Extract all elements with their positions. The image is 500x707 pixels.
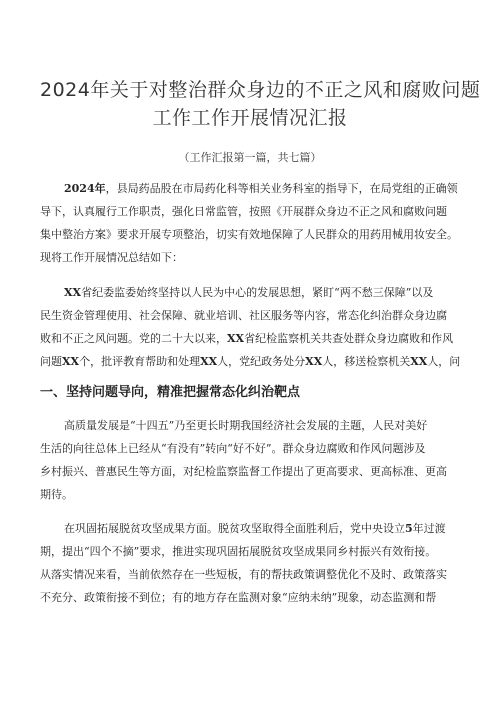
paragraph-4-line-2: 期，提出“四个不摘”要求，推进实现巩固拓展脱贫攻坚成果同乡村振兴有效衔接。 [40,545,437,558]
paragraph-3-line-4: 期待。 [40,488,73,501]
placeholder-xx: XX [64,286,82,299]
paragraph-1-line-4: 现将工作开展情况总结如下： [40,251,183,264]
paragraph-2-line-3-text-b: 省纪检监察机关共查处群众身边腐败和作风 [244,332,454,345]
paragraph-1-line-1 [64,182,458,196]
paragraph-2-line-4-text-b: 个，批评教育帮助和处理 [79,355,201,368]
paragraph-1-line-3: 集中整治方案》要求开展专项整治，切实有效地保障了人民群众的用药用械用妆安全。 [40,228,458,241]
paragraph-1-line-2: 导下，认真履行工作职责，强化日常监管，按照《开展群众身边不正之风和腐败问题 [40,205,447,218]
placeholder-xx: XX [62,355,80,368]
paragraph-2-line-4-text-a: 问题 [40,355,62,368]
placeholder-xx: XX [200,355,218,368]
paragraph-4-line-1-text-b: 年过渡 [412,522,446,535]
paragraph-4-line-3: 从落实情况来看，当前依然存在一些短板，有的帮扶政策调整优化不及时、政策落实 [40,568,447,581]
paragraph-3-line-3: 乡村振兴、普惠民生等方面，对纪检监察监督工作提出了更高要求、更高标准、更高 [40,465,447,478]
paragraph-2-line-4-text-c: 人，党纪政务处分 [217,355,306,368]
document-title-line-1: 2024年关于对整治群众身边的不正之风和腐败问题 [40,79,481,101]
placeholder-xx: XX [410,355,428,368]
paragraph-4-line-1 [64,522,446,536]
paragraph-1-line-1-text: ，县局药品股在市局药化科等相关业务科室的指导下，在局党组的正确领 [105,182,458,195]
paragraph-3-line-2: 生活的向往总体上已经从“有没有”转向“好不好”。群众身边腐败和作风问题涉及 [40,442,426,455]
placeholder-xx: XX [227,332,245,345]
paragraph-2-line-2: 民生资金管理使用、社会保障、就业培训、社区服务等内容，常态化纠治群众身边腐 [40,309,447,322]
paragraph-2-line-4-text-e: 人，问 [427,355,461,368]
paragraph-2-line-4-text-d: 人，移送检察机关 [322,355,411,368]
paragraph-4-line-1-text-a: 在巩固拓展脱贫攻坚成果方面。脱贫攻坚取得全面胜利后，党中央设立 [64,522,405,535]
five-years-number: 5 [405,522,413,535]
paragraph-4-line-4: 不充分、政策衔接不到位；有的地方存在监测对象“应纳未纳”现象，动态监测和帮 [40,591,437,604]
placeholder-xx: XX [305,355,323,368]
paragraph-2-line-3 [40,332,453,346]
year-text: 2024年 [64,182,106,195]
document-subtitle: （工作汇报第一篇，共七篇） [178,151,322,164]
document-title-line-2: 工作工作开展情况汇报 [152,107,348,129]
paragraph-2-line-1 [64,286,433,300]
section-heading-1: 一、坚持问题导向，精准把握常态化纠治靶点 [40,385,301,400]
paragraph-2-line-4 [40,355,460,369]
paragraph-2-line-1-text: 省纪委监委始终坚持以人民为中心的发展思想，紧盯“两不愁三保障”以及 [81,286,434,299]
paragraph-3-line-1: 高质量发展是“十四五”乃至更长时期我国经济社会发展的主题，人民对美好 [64,419,428,432]
paragraph-2-line-3-text-a: 败和不正之风问题。党的二十大以来， [40,332,227,345]
